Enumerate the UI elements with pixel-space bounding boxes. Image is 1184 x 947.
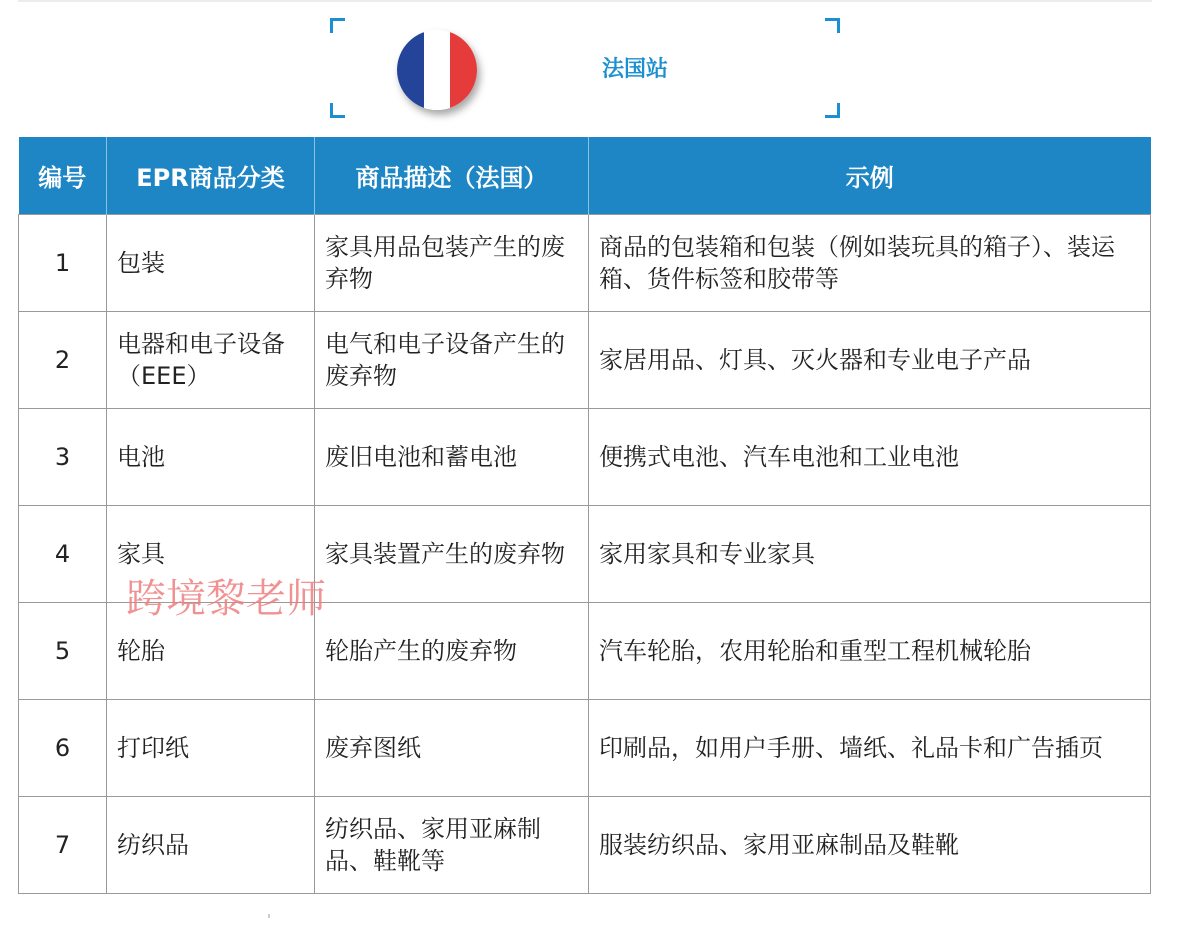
row-category: 打印纸 <box>107 700 315 797</box>
row-description: 废弃图纸 <box>315 700 589 797</box>
row-description: 家具用品包装产生的废弃物 <box>315 215 589 312</box>
row-example: 家用家具和专业家具 <box>589 506 1151 603</box>
row-number: 5 <box>19 603 107 700</box>
row-category: 纺织品 <box>107 797 315 894</box>
top-divider <box>18 0 1152 2</box>
france-flag-icon <box>397 30 477 110</box>
row-category: 家具 <box>107 506 315 603</box>
table-row <box>19 506 1151 603</box>
table-row <box>19 312 1151 409</box>
table-row <box>19 409 1151 506</box>
table-header-row <box>19 137 1151 215</box>
row-category: 电池 <box>107 409 315 506</box>
row-description: 电气和电子设备产生的废弃物 <box>315 312 589 409</box>
row-number: 6 <box>19 700 107 797</box>
table-row <box>19 603 1151 700</box>
frame-corner-bottom-right <box>825 103 840 118</box>
table-row <box>19 700 1151 797</box>
row-description: 纺织品、家用亚麻制品、鞋靴等 <box>315 797 589 894</box>
site-title: 法国站 <box>601 57 668 82</box>
row-category: 包装 <box>107 215 315 312</box>
row-number: 7 <box>19 797 107 894</box>
flag-stripe-white <box>424 30 451 110</box>
row-number: 1 <box>19 215 107 312</box>
row-category: 电器和电子设备（EEE） <box>107 312 315 409</box>
table-row <box>19 797 1151 894</box>
row-number: 3 <box>19 409 107 506</box>
column-header-category: EPR商品分类 <box>107 137 315 215</box>
row-description: 轮胎产生的废弃物 <box>315 603 589 700</box>
watermark-text: 跨境黎老师 <box>126 576 326 622</box>
row-number: 2 <box>19 312 107 409</box>
row-number: 4 <box>19 506 107 603</box>
row-description: 家具装置产生的废弃物 <box>315 506 589 603</box>
stray-mark <box>268 914 270 918</box>
row-category: 轮胎 <box>107 603 315 700</box>
table-row <box>19 215 1151 312</box>
row-example: 印刷品，如用户手册、墙纸、礼品卡和广告插页 <box>589 700 1151 797</box>
column-header-example: 示例 <box>589 137 1151 215</box>
column-header-number: 编号 <box>19 137 107 215</box>
row-example: 家居用品、灯具、灭火器和专业电子产品 <box>589 312 1151 409</box>
row-example: 商品的包装箱和包装（例如装玩具的箱子）、装运箱、货件标签和胶带等 <box>589 215 1151 312</box>
epr-table <box>18 137 1151 894</box>
row-example: 便携式电池、汽车电池和工业电池 <box>589 409 1151 506</box>
column-header-description: 商品描述（法国） <box>315 137 589 215</box>
frame-corner-bottom-left <box>330 103 345 118</box>
row-example: 汽车轮胎，农用轮胎和重型工程机械轮胎 <box>589 603 1151 700</box>
frame-corner-top-left <box>330 18 345 33</box>
row-example: 服装纺织品、家用亚麻制品及鞋靴 <box>589 797 1151 894</box>
row-description: 废旧电池和蓄电池 <box>315 409 589 506</box>
frame-corner-top-right <box>825 18 840 33</box>
